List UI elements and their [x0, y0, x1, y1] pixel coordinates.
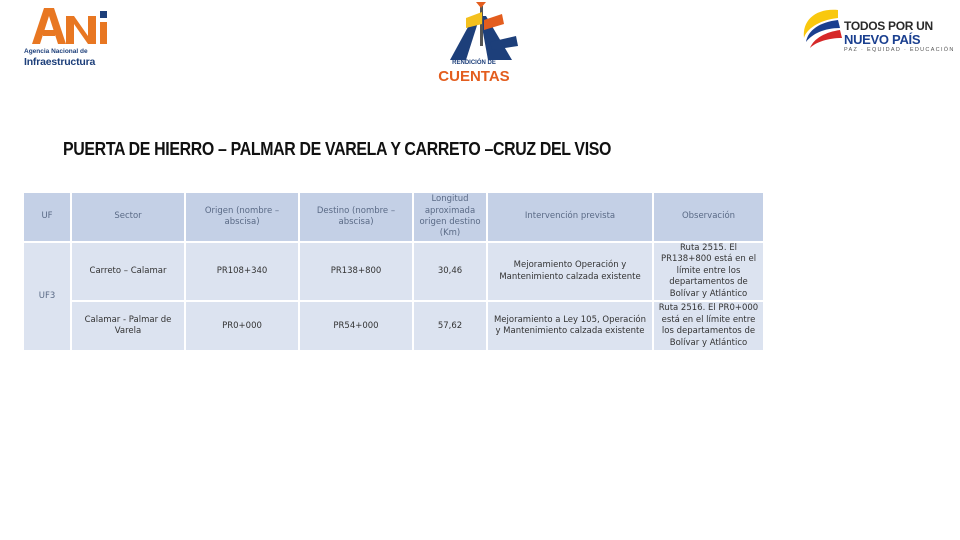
cell-origen: PR0+000: [185, 301, 299, 351]
header-uf: UF: [23, 192, 71, 242]
rendicion-logo-line2: CUENTAS: [438, 68, 510, 85]
tpn-logo-line3: PAZ · EQUIDAD · EDUCACIÓN: [844, 47, 955, 53]
ani-mark-icon: [30, 6, 110, 46]
cell-intervencion: Mejoramiento Operación y Mantenimiento calzada existente: [487, 242, 653, 301]
ani-logo: [12, 4, 112, 68]
header-sector: Sector: [71, 192, 185, 242]
cell-sector: Carreto – Calamar: [71, 242, 185, 301]
rendicion-de-cuentas-logo: [418, 0, 526, 90]
cell-observacion: Ruta 2516. El PR0+000 está en el límite entre los departamentos de Bolívar y Atlántico: [653, 301, 764, 351]
header-destino: Destino (nombre – abscisa): [299, 192, 413, 242]
cell-destino: PR54+000: [299, 301, 413, 351]
cell-longitud: 57,62: [413, 301, 487, 351]
road-sign-icon: [436, 2, 526, 60]
table-row: [23, 242, 764, 301]
header-intervencion: Intervención prevista: [487, 192, 653, 242]
header-longitud: Longitud aproximada origen destino (Km): [413, 192, 487, 242]
ani-logo-line1: Agencia Nacional de: [24, 48, 88, 55]
road-sections-table: [22, 191, 765, 352]
cell-uf: UF3: [23, 242, 71, 351]
todos-por-un-nuevo-pais-logo: [798, 2, 955, 58]
table-header-row: [23, 192, 764, 242]
cell-sector: Calamar - Palmar de Varela: [71, 301, 185, 351]
ani-logo-line2: Infraestructura: [24, 56, 96, 68]
header-observacion: Observación: [653, 192, 764, 242]
tpn-logo-line1: TODOS POR UN: [844, 19, 933, 33]
table-row: [23, 301, 764, 351]
tpn-logo-line2: NUEVO PAÍS: [844, 32, 921, 47]
cell-destino: PR138+800: [299, 242, 413, 301]
colombia-swoosh-icon: [798, 4, 844, 54]
cell-observacion: Ruta 2515. El PR138+800 está en el límite entre los departamentos de Bolívar y Atlántico: [653, 242, 764, 301]
page-title: PUERTA DE HIERRO – PALMAR DE VARELA Y CARRETO –CRUZ DEL VISO: [63, 138, 612, 159]
cell-origen: PR108+340: [185, 242, 299, 301]
rendicion-logo-line1: RENDICIÓN DE: [452, 60, 496, 66]
header-origen: Origen (nombre – abscisa): [185, 192, 299, 242]
cell-longitud: 30,46: [413, 242, 487, 301]
cell-intervencion: Mejoramiento a Ley 105, Operación y Mantenimiento calzada existente: [487, 301, 653, 351]
